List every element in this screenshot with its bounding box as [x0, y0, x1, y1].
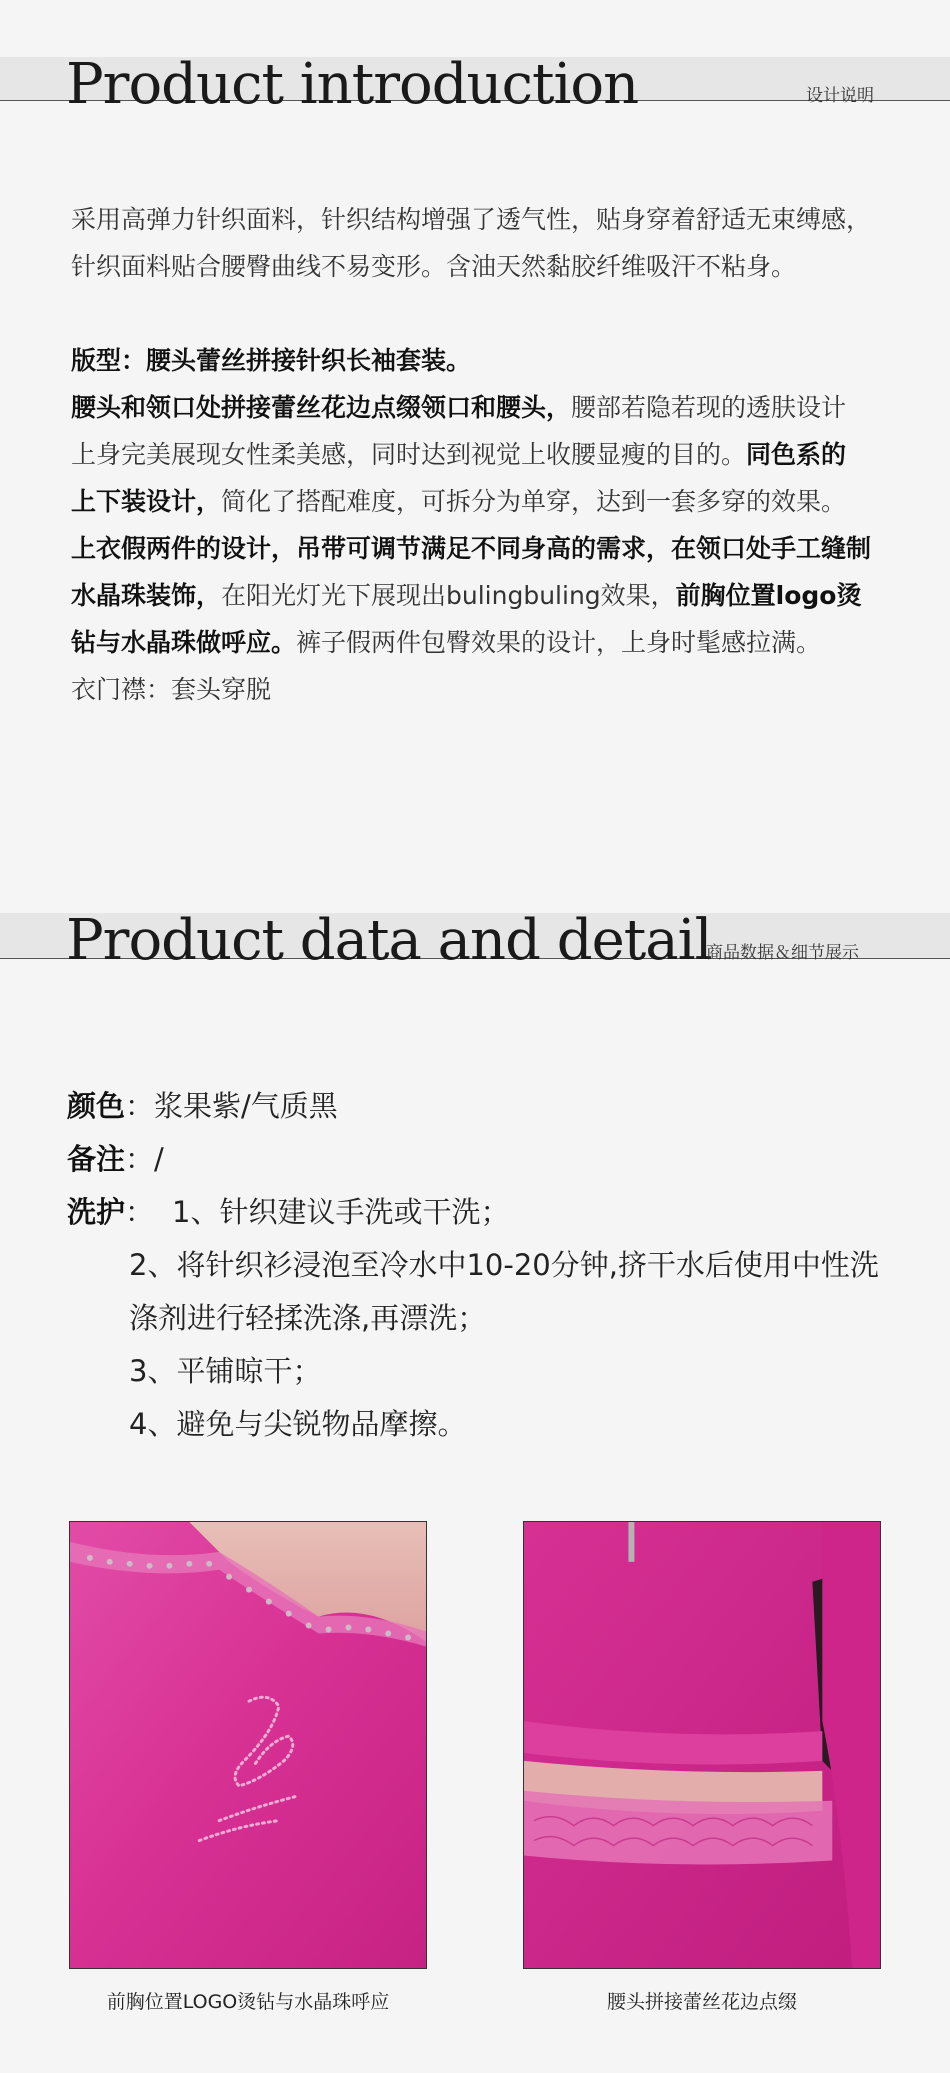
product-data-block — [67, 1080, 887, 1451]
care-step: 4、避免与尖锐物品摩擦。 — [129, 1407, 467, 1441]
photo-waist-lace — [523, 1521, 881, 1969]
photo-chest-logo — [69, 1521, 427, 1969]
closure-line: 衣门襟：套头穿脱 — [71, 675, 272, 704]
section-banner-intro — [0, 52, 950, 117]
care-step: 3、平铺晾干； — [129, 1354, 322, 1388]
highlight-lace: 腰头和领口处拼接蕾丝花边点缀领口和腰头， — [71, 393, 572, 422]
section-subtitle: 设计说明 — [806, 86, 874, 106]
waist-lace-image — [524, 1522, 880, 1968]
section-subtitle: 商品数据＆细节展示 — [706, 943, 859, 963]
photo-caption: 腰头拼接蕾丝花边点缀 — [606, 1991, 797, 2013]
section-title: Product data and detail — [66, 908, 712, 973]
highlight-top: 上衣假两件的设计，吊带可调节满足不同身高的需求，在领口处手工缝制水晶珠装饰， — [71, 534, 872, 610]
design-description: 腰头和领口处拼接蕾丝花边点缀领口和腰头，腰部若隐若现的透肤设计上身完美展现女性柔美感，同时达到视觉上收腰显瘦的目的。同色系的上下装设计，简化了搭配难度，可拆分为单穿，达到一套多穿的效果。上衣假两件的设计，吊带可调节满足不同身高的需求，在领口处手工缝制水晶珠装饰，在阳光灯光下展现出bulingbuling效果，前胸位置logo烫钻与水晶珠做呼应。裤子假两件包臀效果的设计，上身时髦感拉满。 — [71, 393, 872, 657]
style-line: 版型：腰头蕾丝拼接针织长袖套装。 — [71, 346, 472, 375]
intro-text-block — [71, 196, 871, 713]
photo-caption: 前胸位置LOGO烫钻与水晶珠呼应 — [106, 1991, 390, 2013]
chest-logo-image — [70, 1522, 426, 1968]
care-row: 洗护： 1、针织建议手洗或干洗； — [67, 1195, 510, 1229]
section-banner-data — [0, 908, 950, 973]
section-title: Product introduction — [66, 52, 639, 117]
highlight-logo: 前胸位置logo烫钻与水晶珠做呼应。 — [71, 581, 862, 657]
color-row: 颜色：浆果紫/气质黑 — [67, 1089, 338, 1123]
note-row: 备注：/ — [67, 1142, 164, 1176]
highlight-color: 同色系的上下装设计， — [71, 440, 847, 516]
intro-paragraph: 采用高弹力针织面料，针织结构增强了透气性，贴身穿着舒适无束缚感，针织面料贴合腰臀曲线不易变形。含油天然黏胶纤维吸汗不粘身。 — [71, 205, 872, 281]
care-step: 2、将针织衫浸泡至冷水中10-20分钟,挤干水后使用中性洗涤剂进行轻揉洗涤,再漂洗； — [129, 1248, 879, 1335]
